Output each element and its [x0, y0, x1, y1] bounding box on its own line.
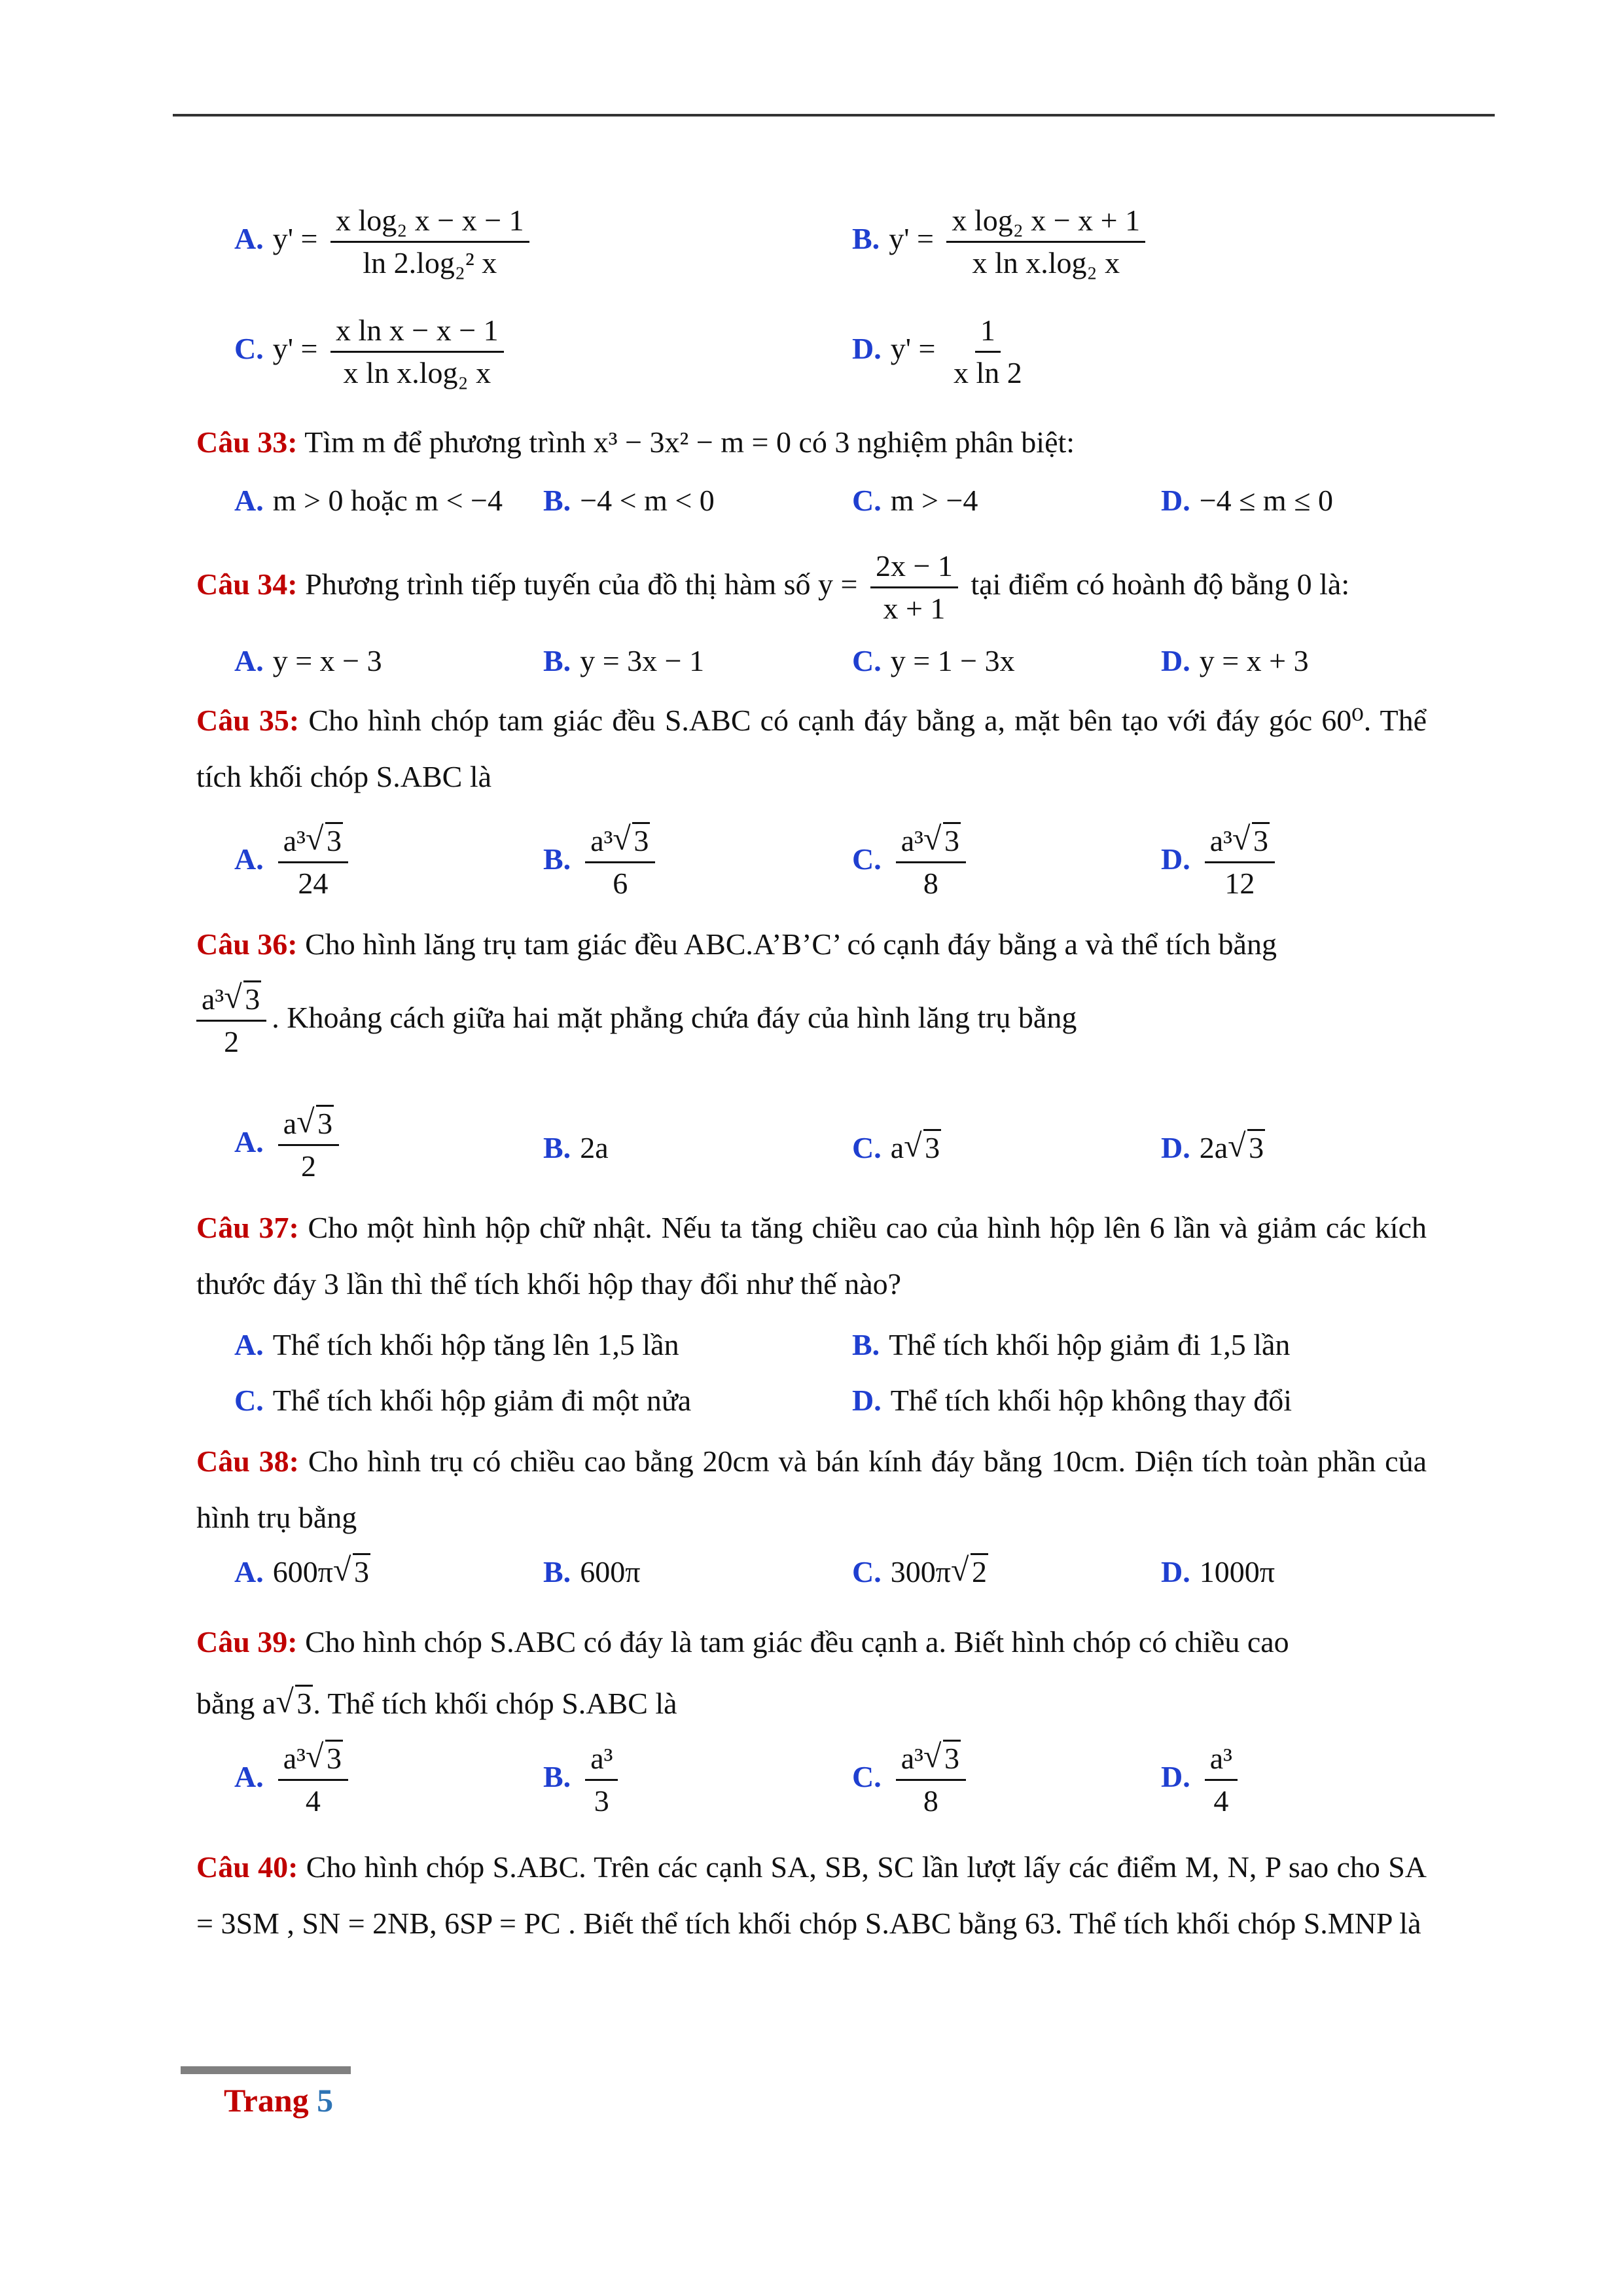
q39-title-line2: bằng a√ 3. Thể tích khối chóp S.ABC là	[196, 1676, 1427, 1732]
q37-option-b: B. Thể tích khối hộp giảm đi 1,5 lần	[852, 1328, 1291, 1361]
q35-option-a: A. $\frac{\text{a³√ 3}}{24}$	[234, 823, 353, 901]
q39-option-b: B. $\frac{\text{a³}}{3}$	[543, 1741, 623, 1819]
q32-option-a: A. y' = $\frac{\text{x log₂ x − x − 1}}{\text{ln 2.log₂² x}}$	[234, 203, 535, 281]
q38-option-b: B. 600π	[543, 1555, 641, 1588]
q40-title: Câu 40: Cho hình chóp S.ABC. Trên các cạnh SA, SB, SC lần lượt lấy các điểm M, N, P sao cho SA = 3SM , SN = 2NB, 6SP = PC . Biết thể tích khối chóp S.ABC bằng 63. Thể tích khối chóp S.MNP là	[196, 1850, 1427, 1940]
q37-option-c: C. Thể tích khối hộp giảm đi một nửa	[234, 1384, 692, 1417]
q35-title: Câu 35: Cho hình chóp tam giác đều S.ABC có cạnh đáy bằng a, mặt bên tạo với đáy góc 60⁰. Thể tích khối chóp S.ABC là	[196, 704, 1427, 793]
q37-option-d: D. Thể tích khối hộp không thay đổi	[852, 1384, 1292, 1417]
q36-title-line2: $\frac{\text{a³√ 3}}{2}$ . Khoảng cách giữa hai mặt phẳng chứa đáy của hình lăng trụ bằng	[196, 982, 1427, 1060]
q33-option-b: B. −4 < m < 0	[543, 484, 715, 517]
q37-option-a: A. Thể tích khối hộp tăng lên 1,5 lần	[234, 1328, 679, 1361]
q34-option-d: D. y = x + 3	[1161, 644, 1309, 677]
q39-option-d: D. $\frac{\text{a³}}{4}$	[1161, 1741, 1243, 1819]
q38-option-a: A. 600π√ 3	[234, 1552, 370, 1592]
q32-option-d: D. y' = $\frac{1}{\text{x ln 2}}$	[852, 314, 1022, 389]
q33-option-d: D. −4 ≤ m ≤ 0	[1161, 484, 1333, 517]
q33-option-c: C. m > −4	[852, 484, 978, 517]
q35-option-d: D. $\frac{\text{a³√ 3}}{12}$	[1161, 823, 1280, 901]
page-number: Trang 5	[224, 2082, 334, 2119]
q32-option-c: C. y' = $\frac{\text{x ln x − x − 1}}{\text{x ln x.log₂ x}}$	[234, 313, 509, 391]
q39-title: Câu 39: Cho hình chóp S.ABC có đáy là tam giác đều cạnh a. Biết hình chóp có chiều cao	[196, 1625, 1289, 1659]
q35-option-c: C. $\frac{\text{a³√ 3}}{8}$	[852, 823, 971, 901]
q33-title: Câu 33: Tìm m để phương trình x³ − 3x² − m = 0 có 3 nghiệm phân biệt:	[196, 425, 1075, 459]
q36-option-d: D. 2a√ 3	[1161, 1128, 1265, 1168]
q32-option-b: B. y' = $\frac{\text{x log₂ x − x + 1}}{\text{x ln x.log₂ x}}$	[852, 203, 1150, 281]
q38-option-d: D. 1000π	[1161, 1555, 1275, 1588]
q39-option-a: A. $\frac{\text{a³√ 3}}{4}$	[234, 1741, 353, 1819]
q38-title: Câu 38: Cho hình trụ có chiều cao bằng 20cm và bán kính đáy bằng 10cm. Diện tích toàn phần của hình trụ bằng	[196, 1444, 1427, 1534]
q36-title: Câu 36: Cho hình lăng trụ tam giác đều ABC.A’B’C’ có cạnh đáy bằng a và thể tích bằng	[196, 927, 1277, 961]
q34-title: Câu 34: Phương trình tiếp tuyến của đồ thị hàm số y = $\frac{2x - 1}{x + 1}$ tại điểm có hoành độ bằng 0 là:	[196, 549, 1350, 625]
q34-option-a: A. y = x − 3	[234, 644, 382, 677]
q37-title: Câu 37: Cho một hình hộp chữ nhật. Nếu ta tăng chiều cao của hình hộp lên 6 lần và giảm các kích thước đáy 3 lần thì thể tích khối hộp thay đổi như thế nào?	[196, 1211, 1427, 1300]
q33-option-a: A. m > 0 hoặc m < −4	[234, 484, 503, 517]
q39-option-c: C. $\frac{\text{a³√ 3}}{8}$	[852, 1741, 971, 1819]
q36-option-a: A. $\frac{a√ 3}{2}$	[234, 1106, 344, 1184]
q38-option-c: C. 300π√ 2	[852, 1552, 988, 1592]
q34-option-c: C. y = 1 − 3x	[852, 644, 1015, 677]
q34-option-b: B. y = 3x − 1	[543, 644, 705, 677]
q35-option-b: B. $\frac{\text{a³√ 3}}{6}$	[543, 823, 660, 901]
header-rule	[173, 114, 1495, 117]
q36-option-b: B. 2a	[543, 1131, 609, 1164]
q36-option-c: C. a√ 3	[852, 1128, 941, 1168]
footer-rule	[181, 2066, 351, 2074]
